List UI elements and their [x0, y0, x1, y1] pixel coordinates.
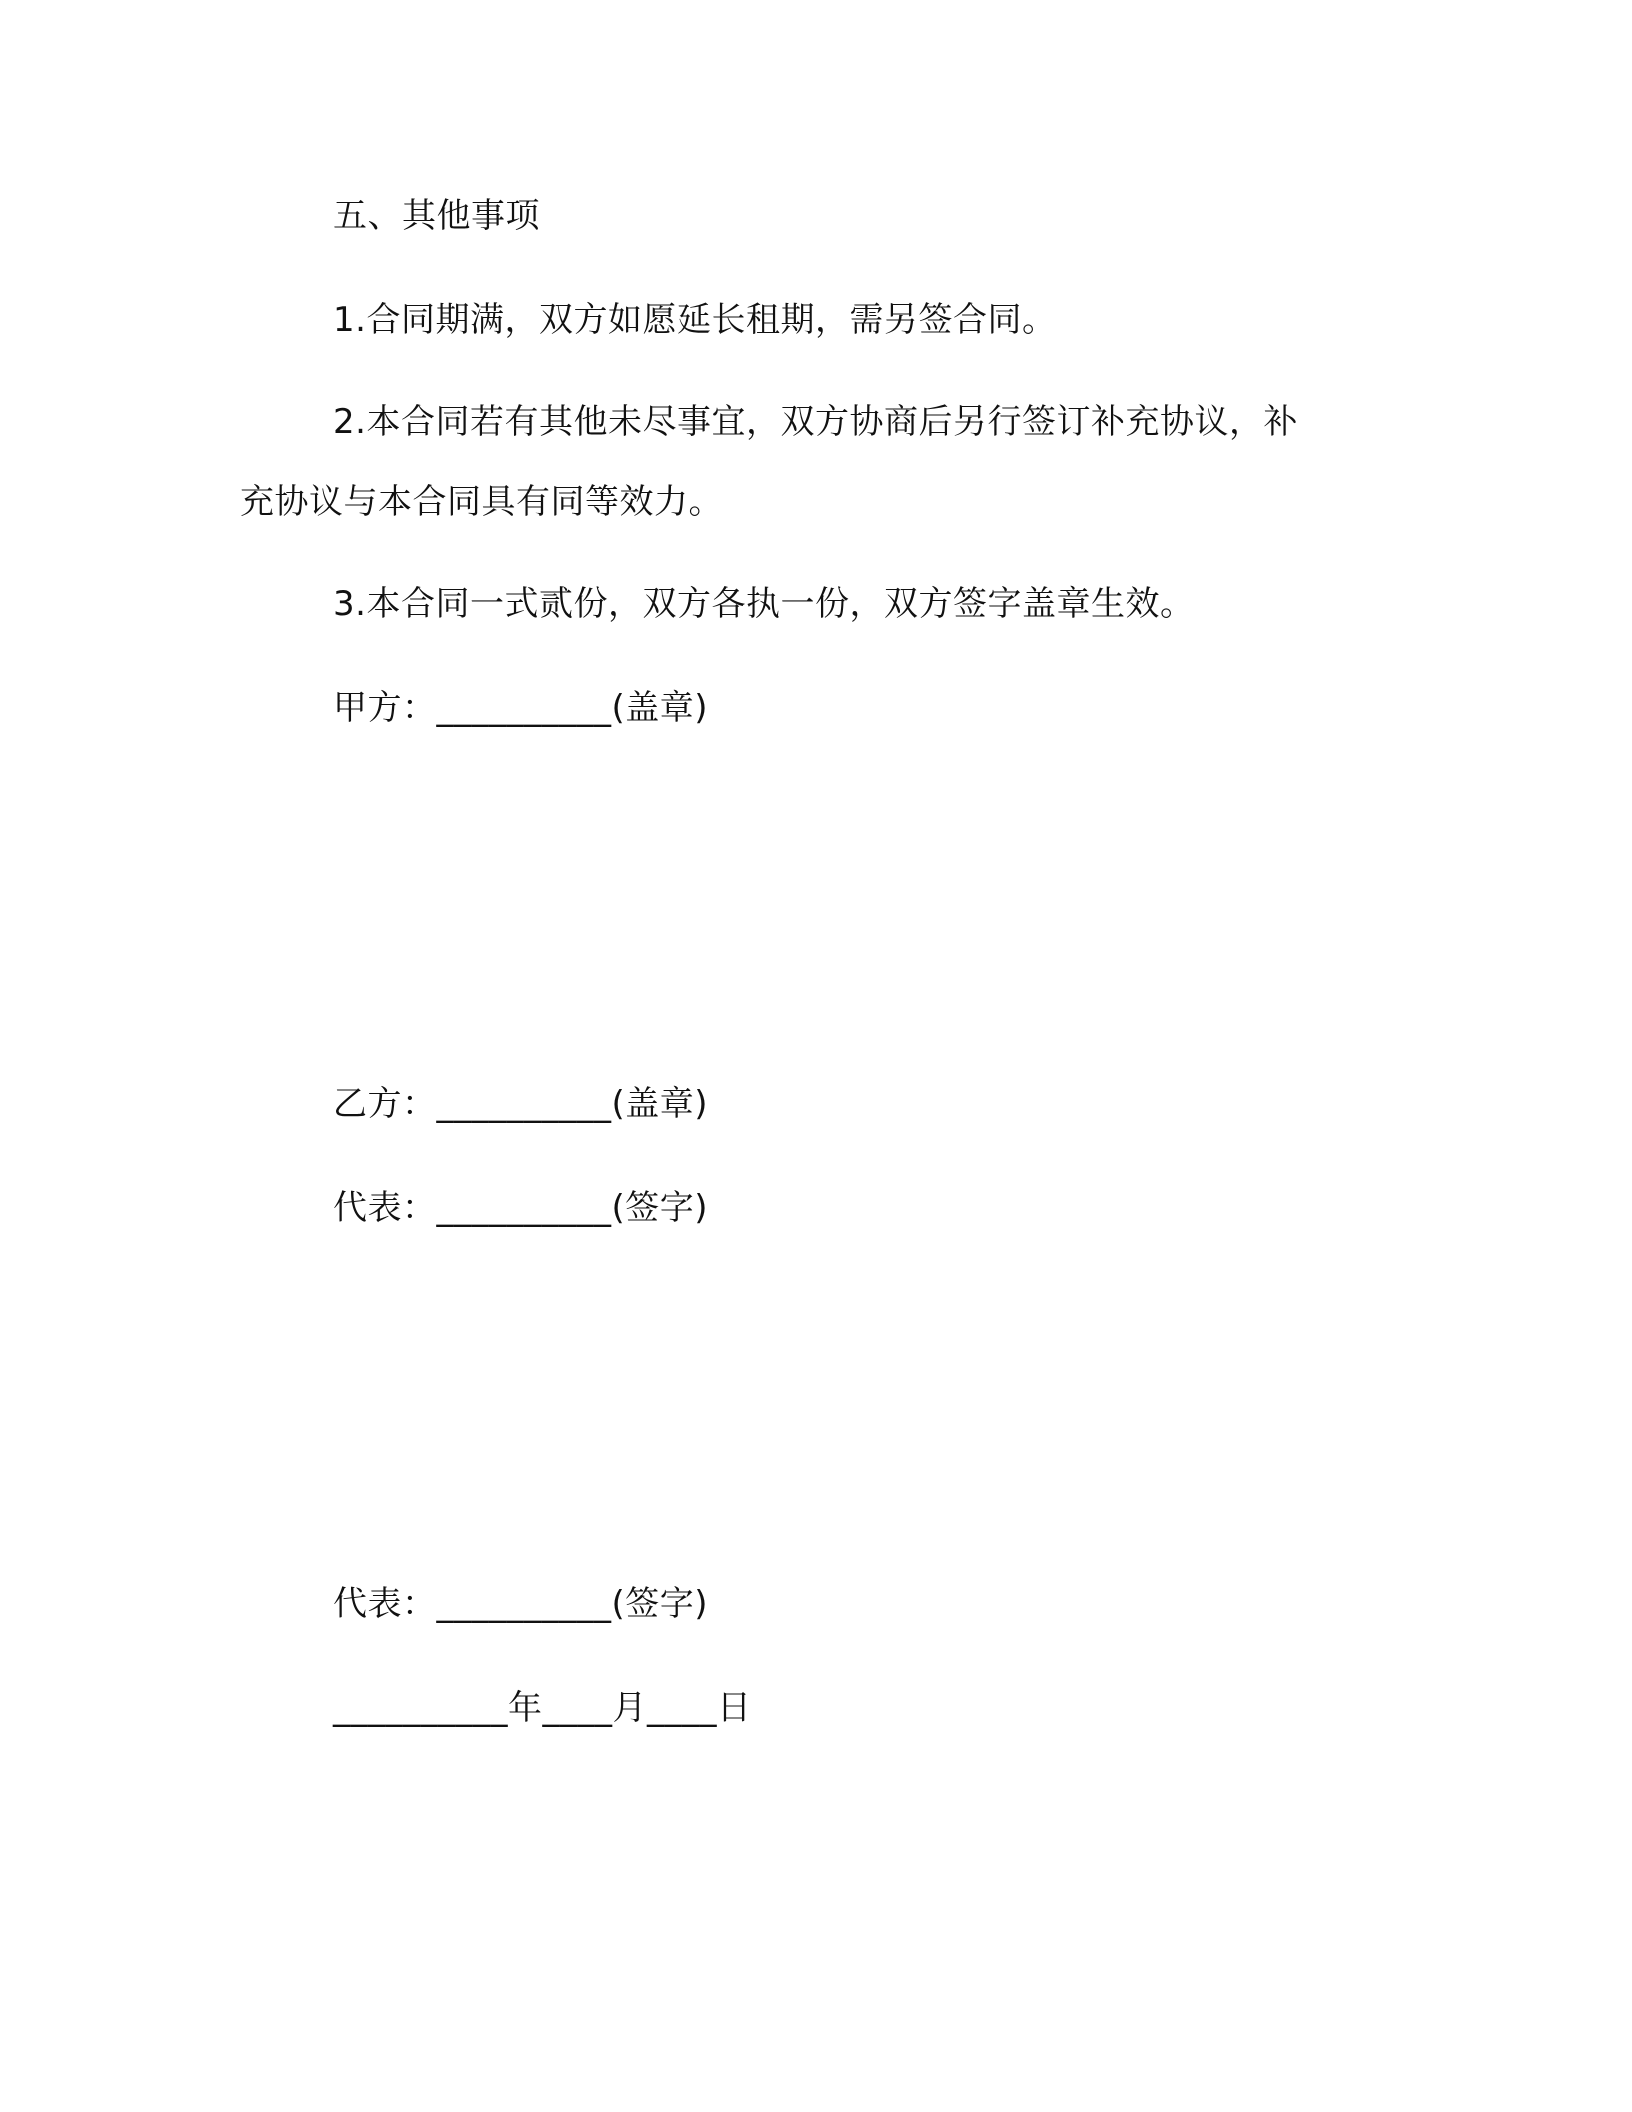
- section-heading: 五、其他事项: [333, 196, 540, 236]
- clause-2-line-2: 充协议与本合同具有同等效力。: [240, 482, 723, 522]
- clause-2-line-1: 2.本合同若有其他未尽事宜，双方协商后另行签订补充协议，补: [333, 402, 1298, 442]
- representative-signature-line-2: 代表：__________(签字): [333, 1584, 709, 1624]
- party-b-signature-line: 乙方：__________(盖章): [333, 1084, 709, 1124]
- party-a-signature-line: 甲方：__________(盖章): [333, 688, 709, 728]
- representative-signature-line-1: 代表：__________(签字): [333, 1188, 709, 1228]
- clause-3: 3.本合同一式贰份，双方各执一份，双方签字盖章生效。: [333, 584, 1195, 624]
- date-line: __________年____月____日: [333, 1688, 752, 1728]
- clause-1: 1.合同期满，双方如愿延长租期，需另签合同。: [333, 300, 1057, 340]
